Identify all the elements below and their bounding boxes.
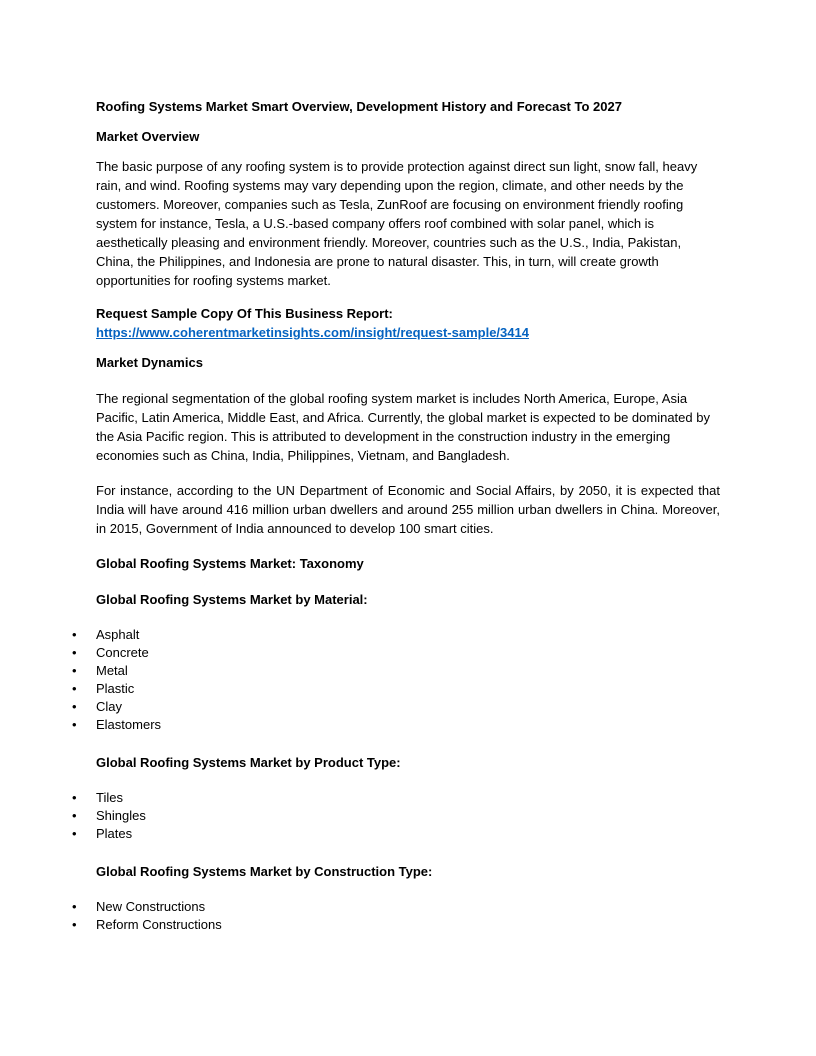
product-type-heading: Global Roofing Systems Market by Product Type: — [96, 755, 401, 770]
market-overview-paragraph: The basic purpose of any roofing system is to provide protection against direct sun light, snow fall, heavy rain, and wind. Roofing systems may vary depending upon the region, climate, and other needs by the customers. Moreover, companies such as Tesla, ZunRoof are focusing on environment friendly roofing system for instance, Tesla, a U.S.-based company offers roof combined with solar panel, which is aesthetically pleasing and environment friendly. Moreover, countries such as the U.S., India, Pakistan, China, the Philippines, and Indonesia are prone to natural disaster. This, in turn, will create growth opportunities for roofing systems market. — [96, 159, 698, 288]
market-overview-heading: Market Overview — [96, 129, 200, 144]
list-item: • Clay — [0, 698, 161, 716]
list-item: • Asphalt — [0, 626, 161, 644]
list-item: • Metal — [0, 662, 161, 680]
list-item: • Plastic — [0, 680, 161, 698]
material-heading: Global Roofing Systems Market by Material: — [96, 592, 368, 607]
request-sample-label: Request Sample Copy Of This Business Report: — [96, 306, 393, 321]
market-dynamics-heading: Market Dynamics — [96, 355, 203, 370]
document-title: Roofing Systems Market Smart Overview, Development History and Forecast To 2027 — [96, 99, 622, 114]
list-item: • Reform Constructions — [0, 916, 222, 934]
taxonomy-heading: Global Roofing Systems Market: Taxonomy — [96, 556, 364, 571]
list-item: • Plates — [0, 825, 146, 843]
list-item: • New Constructions — [0, 898, 222, 916]
request-sample-link[interactable]: https://www.coherentmarketinsights.com/insight/request-sample/3414 — [96, 325, 529, 340]
construction-type-list — [0, 898, 222, 934]
market-dynamics-paragraph-1: The regional segmentation of the global roofing system market is includes North America, Europe, Asia Pacific, Latin America, Middle East, and Africa. Currently, the global market is expected to be dominated by the Asia Pacific region. This is attributed to development in the construction industry in the emerging economies such as China, India, Philippines, Vietnam, and Bangladesh. — [96, 391, 710, 463]
material-list — [0, 626, 161, 734]
construction-type-heading: Global Roofing Systems Market by Construction Type: — [96, 864, 433, 879]
list-item: • Elastomers — [0, 716, 161, 734]
list-item: • Concrete — [0, 644, 161, 662]
product-type-list — [0, 789, 146, 843]
list-item: • Tiles — [0, 789, 146, 807]
list-item: • Shingles — [0, 807, 146, 825]
market-dynamics-paragraph-2: For instance, according to the UN Department of Economic and Social Affairs, by 2050, it is expected that India will have around 416 million urban dwellers and around 255 million urban dwellers in China. Moreover, in 2015, Government of India announced to develop 100 smart cities. — [96, 483, 720, 536]
